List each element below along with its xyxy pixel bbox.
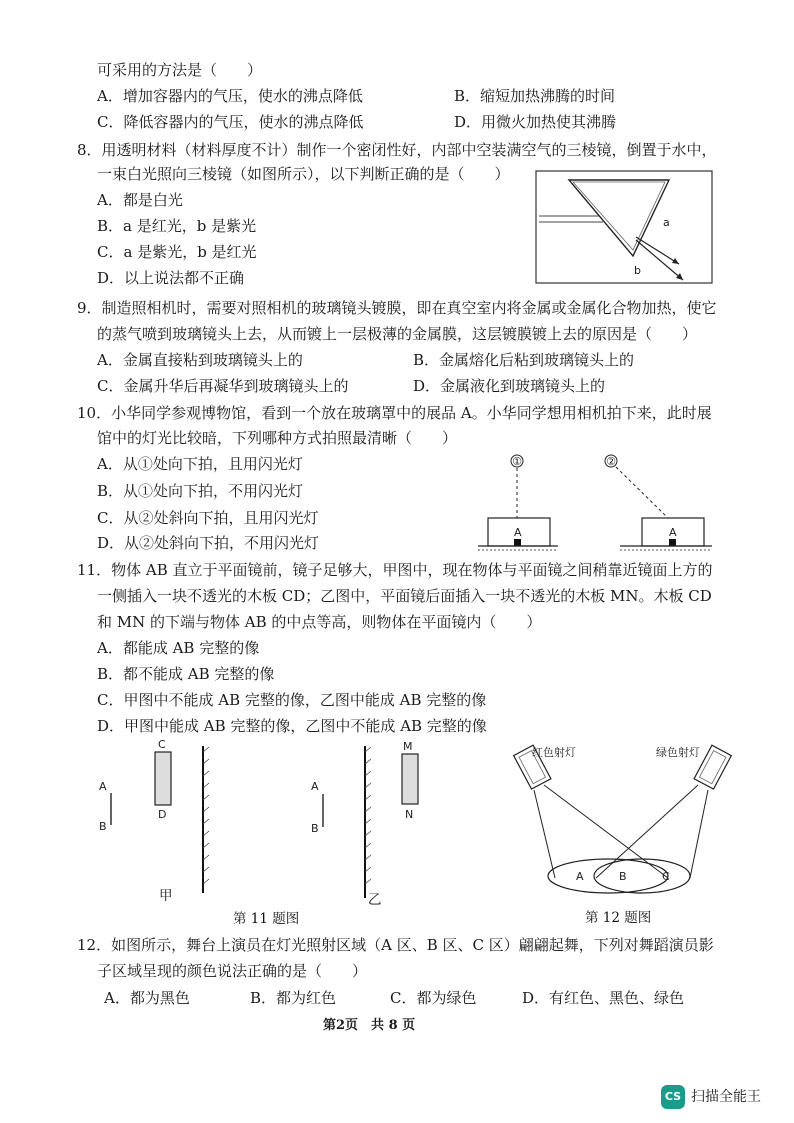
q10-exhibit-label-left: A [514,526,522,539]
q9-stem-line1: 9．制造照相机时，需要对照相机的玻璃镜头镀膜，即在真空室内将金属或金属化合物加热，使它 [77,299,717,317]
q12-zone-b-label: B [619,870,627,883]
q8-ray-b-label: b [634,264,641,277]
camscanner-watermark-text: 扫描全能王 [691,1089,761,1105]
q10-position-1-label: ① [512,455,522,468]
q11-figure-caption: 第 11 题图 [233,911,300,927]
q12-stem-line1: 12．如图所示，舞台上演员在灯光照射区域（A 区、B 区、C 区）翩翩起舞，下列对舞蹈演员影 [77,936,714,954]
q8-stem-line2: 一束白光照向三棱镜（如图所示），以下判断正确的是（ ） [97,165,510,183]
q11-option-d: D．甲图中能成 AB 完整的像，乙图中不能成 AB 完整的像 [97,717,487,735]
q12-stem-line2: 子区域呈现的颜色说法正确的是（ ） [97,962,368,980]
q12-option-a: A．都为黑色 [104,989,190,1007]
q11-board-c-label: C [158,738,166,751]
q11-stem-line3: 和 MN 的下端与物体 AB 的中点等高，则物体在平面镜内（ ） [97,613,542,631]
q11-board-d-label: D [158,808,167,821]
q11-stem-line1: 11．物体 AB 直立于平面镜前，镜子足够大，甲图中，现在物体与平面镜之间稍靠近镜面上方的 [77,561,713,579]
q11-board-m-label: M [403,740,413,753]
q9-option-d: D．金属液化到玻璃镜头上的 [413,377,606,395]
q9-option-b: B．金属熔化后粘到玻璃镜头上的 [413,351,635,369]
q12-zone-a-label: A [576,870,584,883]
q7-option-b: B．缩短加热沸腾的时间 [454,87,616,105]
q9-option-a: A．金属直接粘到玻璃镜头上的 [97,351,303,369]
q11-option-b: B．都不能成 AB 完整的像 [97,665,275,683]
q11-jia-point-b: B [99,820,107,833]
q12-green-lamp-label: 绿色射灯 [656,746,700,759]
q11-board-n-label: N [405,808,414,821]
q12-option-c: C．都为绿色 [390,989,477,1007]
q11-stem-line2: 一侧插入一块不透光的木板 CD；乙图中，平面镜后面插入一块不透光的木板 MN。木板 CD [97,587,712,605]
q12-red-lamp-label: 红色射灯 [532,746,576,759]
q11-yi-name: 乙 [368,892,382,908]
q12-figure-caption: 第 12 题图 [585,910,652,926]
q11-option-c: C．甲图中不能成 AB 完整的像，乙图中能成 AB 完整的像 [97,691,487,709]
q12-spotlight-figure [510,740,735,935]
q12-option-b: B．都为红色 [250,989,337,1007]
q9-stem-line2: 的蒸气喷到玻璃镜头上去，从而镀上一层极薄的金属膜，这层镀膜镀上去的原因是（ ） [97,325,698,343]
q10-option-d: D．从②处斜向下拍，不用闪光灯 [97,534,320,552]
q7-option-d: D．用微火加热使其沸腾 [454,113,617,131]
camscanner-logo-icon: CS [661,1085,685,1109]
q8-ray-a-label: a [663,216,670,229]
q7-stem: 可采用的方法是（ ） [97,61,263,79]
q8-prism-figure [535,170,715,288]
q11-yi-point-a: A [311,780,319,793]
q9-option-c: C．金属升华后再凝华到玻璃镜头上的 [97,377,349,395]
q10-camera-figure [470,450,720,555]
q11-option-a: A．都能成 AB 完整的像 [97,639,260,657]
q10-stem-line1: 10．小华同学参观博物馆，看到一个放在玻璃罩中的展品 A。小华同学想用相机拍下来，此时展 [77,404,712,422]
q10-position-2-label: ② [606,455,616,468]
q10-option-a: A．从①处向下拍，且用闪光灯 [97,455,303,473]
q12-zone-c-label: C [662,870,670,883]
q10-stem-line2: 馆中的灯光比较暗，下列哪种方式拍照最清晰（ ） [97,429,458,447]
q10-option-b: B．从①处向下拍，不用闪光灯 [97,482,304,500]
q8-option-b: B．a 是红光，b 是紫光 [97,217,257,235]
q7-option-a: A．增加容器内的气压，使水的沸点降低 [97,87,363,105]
page-footer: 第2页 共 8 页 [323,1018,416,1033]
q8-option-a: A．都是白光 [97,191,183,209]
q11-mirror-figures [95,738,414,933]
q11-jia-point-a: A [99,780,107,793]
q8-option-c: C．a 是紫光，b 是红光 [97,243,257,261]
q11-yi-point-b: B [311,822,319,835]
q8-option-d: D．以上说法都不正确 [97,269,245,287]
q12-option-d: D．有红色、黑色、绿色 [522,989,685,1007]
q10-exhibit-label-right: A [669,526,677,539]
q8-stem-line1: 8．用透明材料（材料厚度不计）制作一个密闭性好，内部中空装满空气的三棱镜，倒置于水中， [77,141,717,159]
q7-option-c: C．降低容器内的气压，使水的沸点降低 [97,113,364,131]
q10-option-c: C．从②处斜向下拍，且用闪光灯 [97,509,319,527]
q11-jia-name: 甲 [159,888,173,904]
